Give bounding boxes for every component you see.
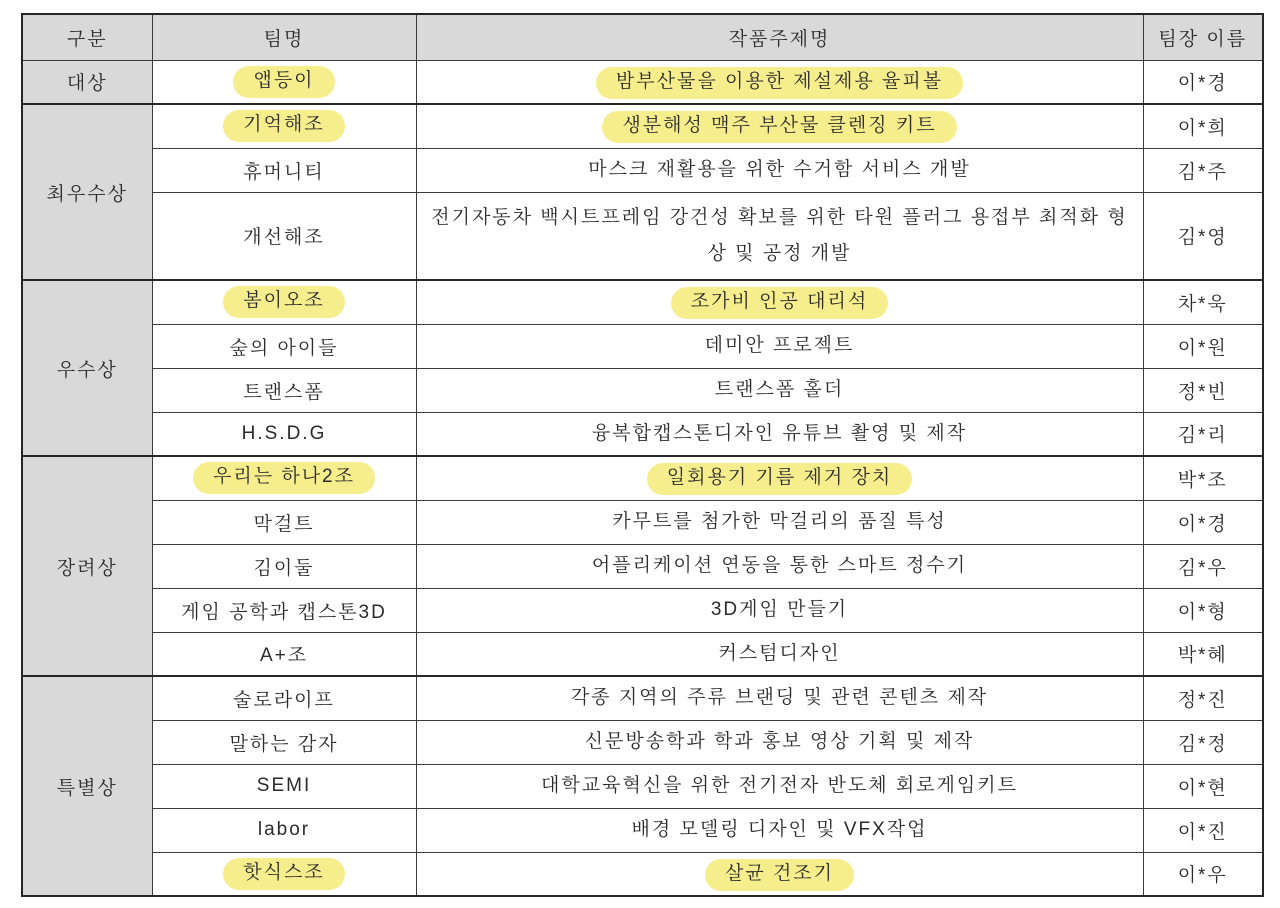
table-row — [22, 148, 1263, 192]
project-title-cell — [416, 60, 1143, 104]
column-header-category: 구분 — [22, 14, 152, 60]
table-header — [22, 14, 1263, 60]
project-title-highlight: 조가비 인공 대리석 — [671, 287, 888, 319]
project-title-cell: 3D게임 만들기 — [416, 588, 1143, 632]
leader-name-cell: 차*욱 — [1143, 280, 1263, 324]
team-name-cell: 술로라이프 — [152, 676, 416, 720]
table-row — [22, 852, 1263, 896]
project-title-cell: 마스크 재활용을 위한 수거함 서비스 개발 — [416, 148, 1143, 192]
project-title-cell: 융복합캡스톤디자인 유튜브 촬영 및 제작 — [416, 412, 1143, 456]
team-name-cell — [152, 280, 416, 324]
leader-name-cell: 이*현 — [1143, 764, 1263, 808]
column-header-leader: 팀장 이름 — [1143, 14, 1263, 60]
leader-name-cell: 정*진 — [1143, 676, 1263, 720]
leader-name-cell: 김*리 — [1143, 412, 1263, 456]
column-header-team: 팀명 — [152, 14, 416, 60]
project-title-cell — [416, 456, 1143, 500]
project-title-cell: 커스텀디자인 — [416, 632, 1143, 676]
table-row — [22, 500, 1263, 544]
team-name-cell — [152, 104, 416, 148]
table-row — [22, 676, 1263, 720]
project-title-cell: 각종 지역의 주류 브랜딩 및 관련 콘텐츠 제작 — [416, 676, 1143, 720]
team-name-cell: 김이둘 — [152, 544, 416, 588]
leader-name-cell: 김*정 — [1143, 720, 1263, 764]
table-row — [22, 412, 1263, 456]
project-title-highlight: 일회용기 기름 제거 장치 — [647, 463, 912, 495]
team-name-cell: 휴머니티 — [152, 148, 416, 192]
project-title-cell: 전기자동차 백시트프레임 강건성 확보를 위한 타원 플러그 용접부 최적화 형상 및 공정 개발 — [416, 192, 1143, 280]
table-row — [22, 544, 1263, 588]
category-cell: 최우수상 — [22, 104, 152, 280]
table-row — [22, 456, 1263, 500]
leader-name-cell: 이*경 — [1143, 60, 1263, 104]
leader-name-cell: 김*주 — [1143, 148, 1263, 192]
table-row — [22, 368, 1263, 412]
leader-name-cell: 이*경 — [1143, 500, 1263, 544]
project-title-highlight: 생분해성 맥주 부산물 클렌징 키트 — [602, 111, 956, 143]
project-title-cell — [416, 852, 1143, 896]
team-name-cell: H.S.D.G — [152, 412, 416, 456]
table-row — [22, 720, 1263, 764]
team-name-highlight: 앱등이 — [233, 66, 334, 98]
leader-name-cell: 박*조 — [1143, 456, 1263, 500]
leader-name-cell: 이*우 — [1143, 852, 1263, 896]
table-row — [22, 588, 1263, 632]
leader-name-cell: 이*형 — [1143, 588, 1263, 632]
table-row — [22, 60, 1263, 104]
team-name-cell: 개선해조 — [152, 192, 416, 280]
category-cell: 우수상 — [22, 280, 152, 456]
team-name-cell: SEMI — [152, 764, 416, 808]
project-title-cell: 신문방송학과 학과 홍보 영상 기획 및 제작 — [416, 720, 1143, 764]
team-name-cell: labor — [152, 808, 416, 852]
table-row — [22, 764, 1263, 808]
project-title-cell: 카무트를 첨가한 막걸리의 품질 특성 — [416, 500, 1143, 544]
project-title-cell: 어플리케이션 연동을 통한 스마트 정수기 — [416, 544, 1143, 588]
team-name-highlight: 기억해조 — [223, 110, 344, 142]
leader-name-cell: 박*혜 — [1143, 632, 1263, 676]
project-title-cell — [416, 104, 1143, 148]
column-header-project: 작품주제명 — [416, 14, 1143, 60]
table-row — [22, 104, 1263, 148]
project-title-cell: 데미안 프로젝트 — [416, 324, 1143, 368]
leader-name-cell: 김*영 — [1143, 192, 1263, 280]
project-title-cell: 트랜스폼 홀더 — [416, 368, 1143, 412]
leader-name-cell: 정*빈 — [1143, 368, 1263, 412]
category-cell: 특별상 — [22, 676, 152, 896]
team-name-cell: 막걸트 — [152, 500, 416, 544]
project-title-cell: 배경 모델링 디자인 및 VFX작업 — [416, 808, 1143, 852]
project-title-highlight: 살균 건조기 — [705, 859, 854, 891]
team-name-highlight: 봄이오조 — [223, 286, 344, 318]
team-name-cell — [152, 60, 416, 104]
leader-name-cell: 이*희 — [1143, 104, 1263, 148]
table-row — [22, 632, 1263, 676]
leader-name-cell: 이*진 — [1143, 808, 1263, 852]
team-name-highlight: 우리는 하나2조 — [193, 462, 375, 494]
team-name-cell: 트랜스폼 — [152, 368, 416, 412]
project-title-highlight: 밤부산물을 이용한 제설제용 율피볼 — [596, 67, 963, 99]
project-title-cell: 대학교육혁신을 위한 전기전자 반도체 회로게임키트 — [416, 764, 1143, 808]
team-name-highlight: 핫식스조 — [223, 858, 344, 890]
team-name-cell: A+조 — [152, 632, 416, 676]
team-name-cell: 말하는 감자 — [152, 720, 416, 764]
table-row — [22, 324, 1263, 368]
table-row — [22, 808, 1263, 852]
project-title-cell — [416, 280, 1143, 324]
category-cell: 장려상 — [22, 456, 152, 676]
leader-name-cell: 이*원 — [1143, 324, 1263, 368]
table-row — [22, 280, 1263, 324]
header-row — [22, 14, 1263, 60]
team-name-cell — [152, 852, 416, 896]
leader-name-cell: 김*우 — [1143, 544, 1263, 588]
awards-table — [21, 13, 1264, 897]
team-name-cell — [152, 456, 416, 500]
awards-table-body — [22, 60, 1263, 896]
category-cell: 대상 — [22, 60, 152, 104]
team-name-cell: 게임 공학과 캡스톤3D — [152, 588, 416, 632]
table-row — [22, 192, 1263, 280]
team-name-cell: 숲의 아이들 — [152, 324, 416, 368]
